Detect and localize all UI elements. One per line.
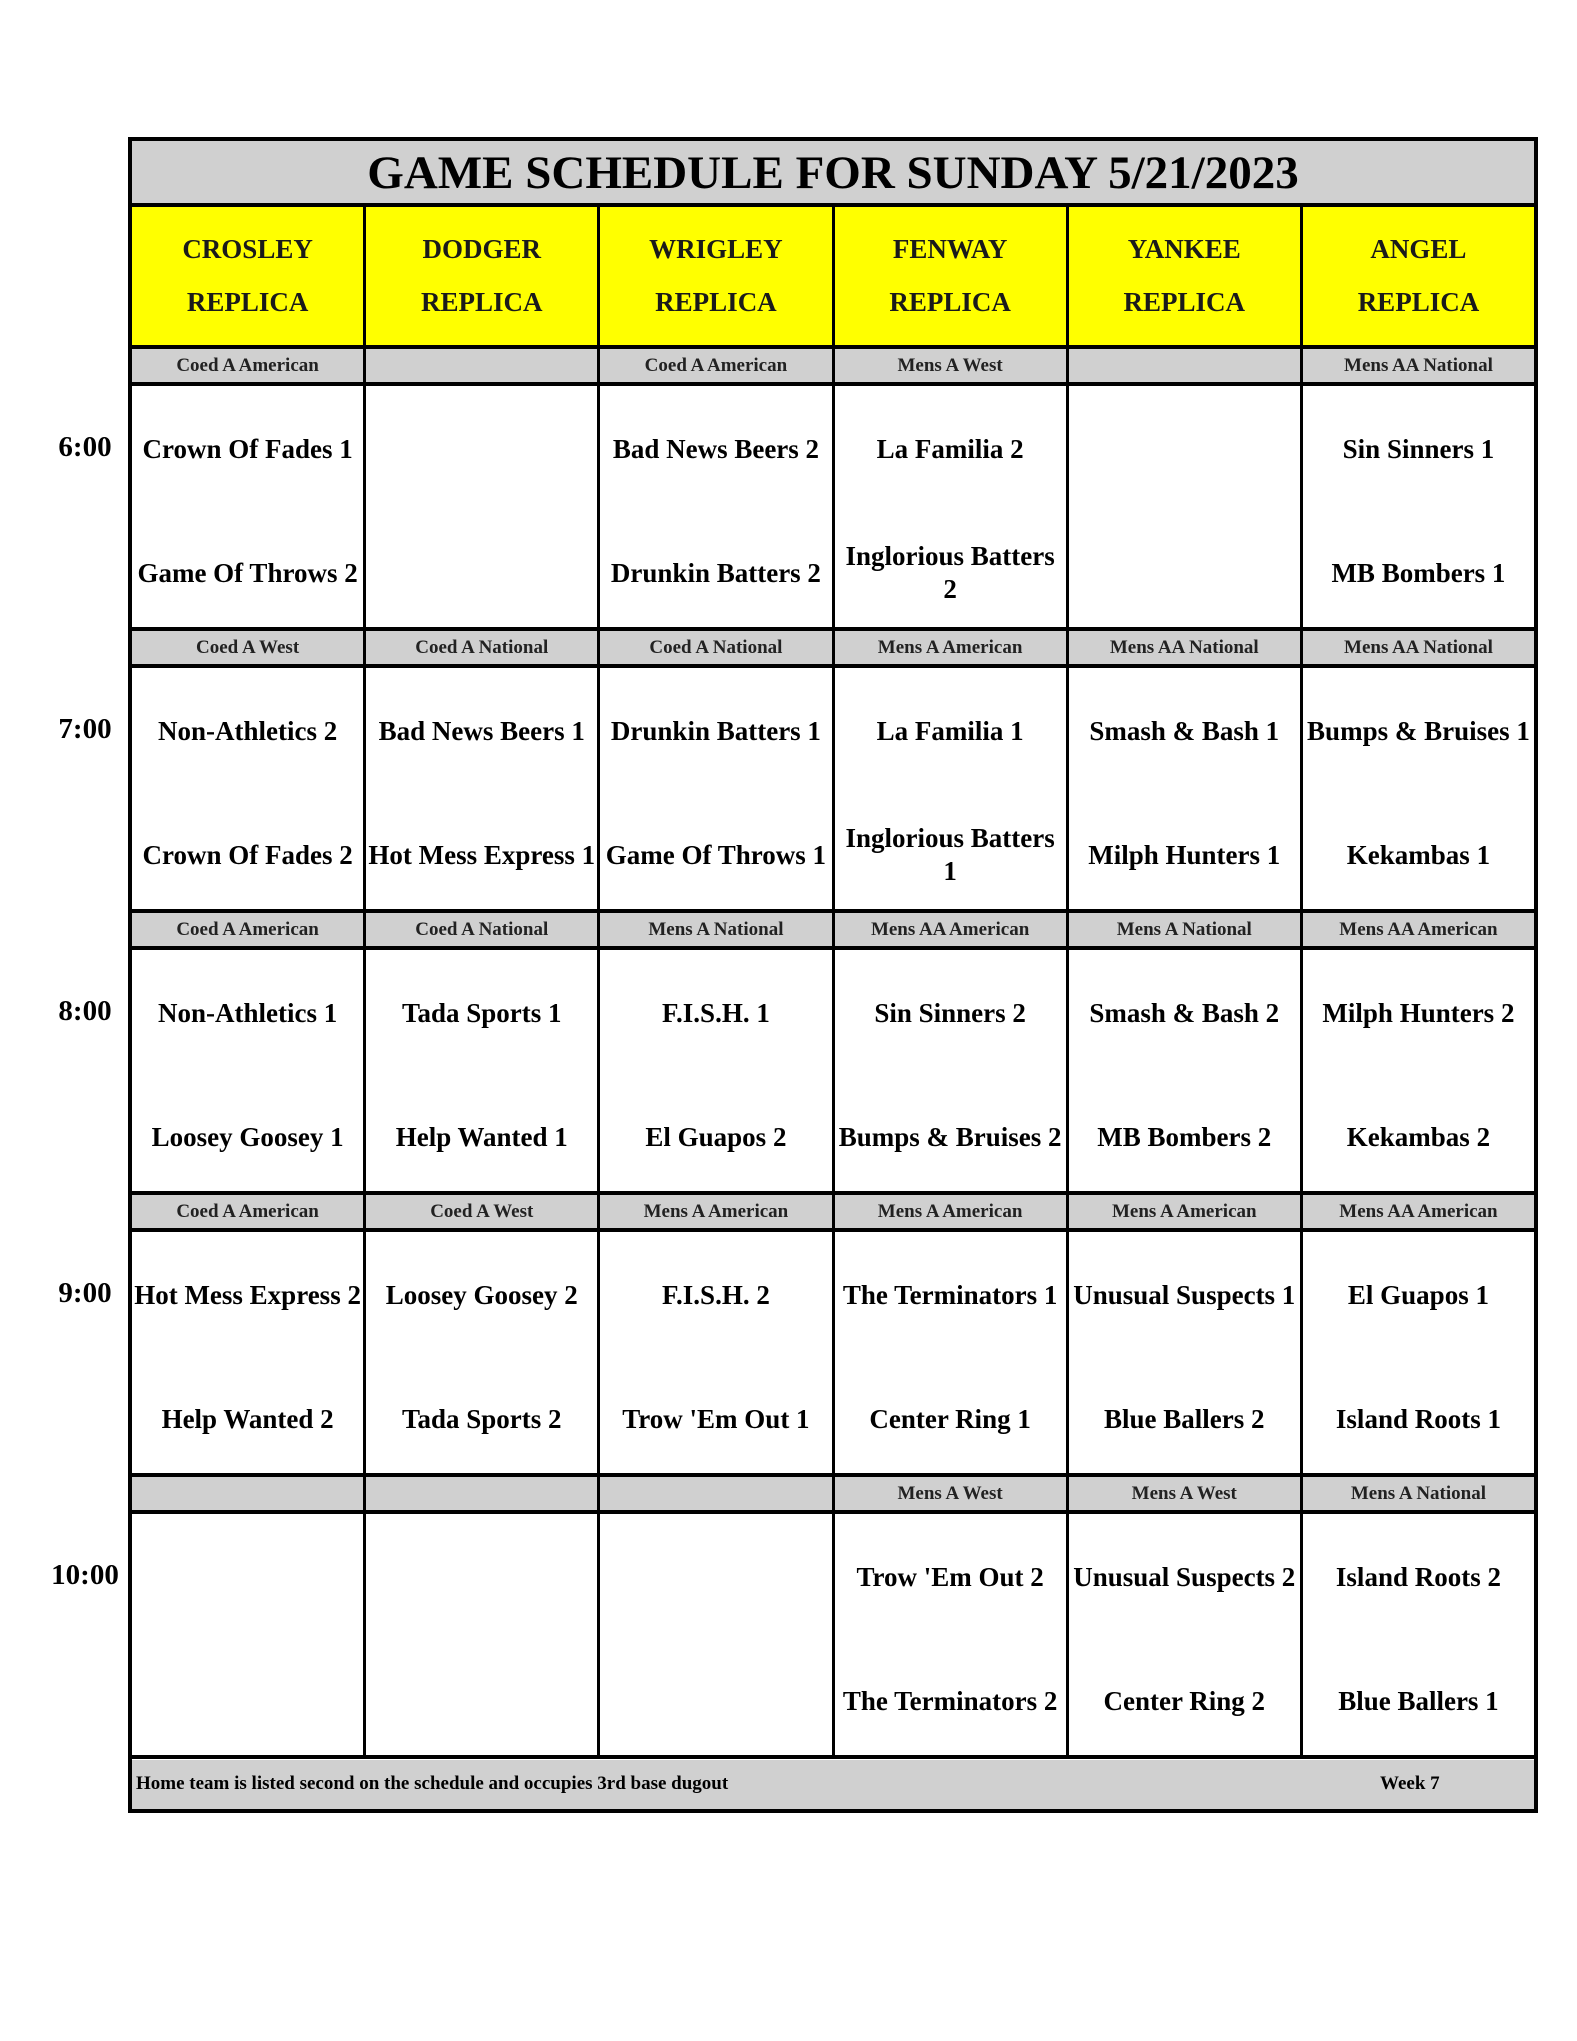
- division-label: Coed A National: [366, 913, 600, 946]
- away-team: Trow 'Em Out 2: [856, 1561, 1044, 1592]
- footer-note: Home team is listed second on the schedule and occupies 3rd base dugout: [136, 1773, 729, 1794]
- away-team: Bad News Beers 2: [612, 433, 820, 464]
- time-label-8: 8:00: [58, 995, 112, 1027]
- division-label: [366, 1477, 600, 1510]
- game-cell: [366, 950, 600, 1191]
- away-team: [1071, 414, 1298, 484]
- game-cell: [132, 668, 366, 909]
- away-team: Unusual Suspects 2: [1073, 1561, 1296, 1592]
- division-label: Mens A American: [835, 1195, 1069, 1228]
- division-label: Coed A American: [600, 349, 834, 382]
- home-team: MB Bombers 1: [1331, 557, 1506, 588]
- time-slot-block: [132, 913, 1534, 1195]
- division-row: [132, 1477, 1534, 1514]
- game-row: [132, 1514, 1534, 1759]
- game-cell: [366, 1232, 600, 1473]
- home-team: Tada Sports 2: [401, 1403, 562, 1434]
- field-name: DODGER: [422, 234, 542, 264]
- field-subtitle: REPLICA: [421, 287, 543, 317]
- division-label: Coed A National: [600, 631, 834, 664]
- game-row: [132, 950, 1534, 1195]
- division-label: Coed A American: [132, 1195, 366, 1228]
- field-subtitle: REPLICA: [1123, 287, 1246, 317]
- division-label: [132, 1477, 366, 1510]
- game-cell: [1303, 668, 1534, 909]
- time-slot-block: [132, 349, 1534, 631]
- home-team: Crown Of Fades 2: [142, 839, 353, 870]
- division-label: Mens A West: [835, 1477, 1069, 1510]
- away-team: Drunkin Batters 1: [610, 715, 821, 746]
- field-header: [835, 207, 1069, 345]
- away-team: [134, 1542, 361, 1612]
- game-cell: [600, 668, 834, 909]
- field-name: YANKEE: [1127, 234, 1241, 264]
- away-team: The Terminators 1: [842, 1279, 1058, 1310]
- game-cell: [600, 1514, 834, 1755]
- home-team: Blue Ballers 1: [1338, 1685, 1499, 1716]
- game-cell: [1303, 1514, 1534, 1755]
- home-team: El Guapos 2: [645, 1121, 787, 1152]
- away-team: La Familia 1: [876, 715, 1024, 746]
- schedule-table: [128, 137, 1538, 1813]
- away-team: [602, 1542, 829, 1612]
- away-team: Smash & Bash 1: [1089, 715, 1280, 746]
- game-cell: [366, 386, 600, 627]
- game-cell: [600, 950, 834, 1191]
- field-subtitle: REPLICA: [655, 287, 777, 317]
- week-label: Week 7: [1380, 1773, 1440, 1794]
- home-team: Help Wanted 1: [395, 1121, 568, 1152]
- time-label-6: 6:00: [58, 431, 112, 463]
- home-team: Island Roots 1: [1335, 1403, 1501, 1434]
- game-cell: [1069, 668, 1303, 909]
- division-label: Mens A American: [1069, 1195, 1303, 1228]
- away-team: Hot Mess Express 2: [134, 1279, 361, 1310]
- home-team: Bumps & Bruises 2: [838, 1121, 1062, 1152]
- field-name: CROSLEY: [182, 234, 313, 264]
- division-row: [132, 913, 1534, 950]
- division-row: [132, 349, 1534, 386]
- home-team: Inglorious Batters 1: [845, 823, 1055, 886]
- game-cell: [132, 1514, 366, 1755]
- field-name: FENWAY: [892, 234, 1008, 264]
- game-cell: [1303, 386, 1534, 627]
- division-label: Coed A American: [132, 349, 366, 382]
- time-slot-block: [132, 1195, 1534, 1477]
- home-team: Hot Mess Express 1: [368, 839, 596, 870]
- home-team: Game Of Throws 2: [137, 557, 358, 588]
- game-cell: [1069, 1232, 1303, 1473]
- home-team: The Terminators 2: [842, 1685, 1058, 1716]
- home-team: Center Ring 2: [1103, 1685, 1266, 1716]
- division-label: Mens AA National: [1303, 349, 1534, 382]
- division-row: [132, 1195, 1534, 1232]
- time-label-10: 10:00: [51, 1559, 119, 1591]
- game-cell: [366, 668, 600, 909]
- division-label: Mens A West: [835, 349, 1069, 382]
- away-team: Sin Sinners 1: [1342, 433, 1495, 464]
- away-team: El Guapos 1: [1347, 1279, 1489, 1310]
- away-team: [368, 1542, 595, 1612]
- division-label: Mens A West: [1069, 1477, 1303, 1510]
- away-team: Bad News Beers 1: [378, 715, 585, 746]
- field-header: [1069, 207, 1303, 345]
- game-cell: [132, 950, 366, 1191]
- home-team: Milph Hunters 1: [1088, 839, 1281, 870]
- game-row: [132, 1232, 1534, 1477]
- home-team: [602, 1666, 829, 1736]
- division-label: Coed A National: [366, 631, 600, 664]
- division-label: Mens A National: [1303, 1477, 1534, 1510]
- field-subtitle: REPLICA: [889, 287, 1011, 317]
- away-team: Tada Sports 1: [401, 997, 562, 1028]
- away-team: Sin Sinners 2: [874, 997, 1026, 1028]
- game-cell: [1303, 950, 1534, 1191]
- field-header: [132, 207, 366, 345]
- division-label: Mens AA American: [835, 913, 1069, 946]
- division-label: Mens AA American: [1303, 1195, 1534, 1228]
- away-team: F.I.S.H. 2: [662, 1279, 770, 1310]
- field-header: [1303, 207, 1534, 345]
- time-label-9: 9:00: [58, 1277, 112, 1309]
- home-team: [1071, 538, 1298, 608]
- game-cell: [600, 386, 834, 627]
- away-team: Non-Athletics 2: [157, 715, 338, 746]
- home-team: [368, 538, 595, 608]
- division-label: [1069, 349, 1303, 382]
- field-subtitle: REPLICA: [186, 287, 309, 317]
- field-name: WRIGLEY: [649, 234, 783, 264]
- division-label: Mens A National: [600, 913, 834, 946]
- home-team: Kekambas 2: [1346, 1121, 1491, 1152]
- away-team: Island Roots 2: [1335, 1561, 1501, 1592]
- division-label: Mens AA American: [1303, 913, 1534, 946]
- game-cell: [835, 386, 1069, 627]
- game-cell: [132, 1232, 366, 1473]
- schedule-title: GAME SCHEDULE FOR SUNDAY 5/21/2023: [132, 141, 1534, 207]
- time-slot-block: [132, 631, 1534, 913]
- home-team: Trow 'Em Out 1: [622, 1403, 810, 1434]
- division-label: [600, 1477, 834, 1510]
- division-label: Mens AA National: [1069, 631, 1303, 664]
- away-team: Loosey Goosey 2: [385, 1279, 578, 1310]
- home-team: Help Wanted 2: [161, 1403, 334, 1434]
- game-cell: [835, 1232, 1069, 1473]
- game-cell: [1069, 950, 1303, 1191]
- away-team: Smash & Bash 2: [1089, 997, 1280, 1028]
- away-team: Crown Of Fades 1: [142, 433, 353, 464]
- away-team: [368, 414, 595, 484]
- division-label: Mens A American: [600, 1195, 834, 1228]
- field-header: [366, 207, 600, 345]
- field-subtitle: REPLICA: [1357, 287, 1480, 317]
- division-label: Coed A American: [132, 913, 366, 946]
- game-cell: [835, 950, 1069, 1191]
- time-label-7: 7:00: [58, 713, 112, 745]
- home-team: Loosey Goosey 1: [151, 1121, 344, 1152]
- division-row: [132, 631, 1534, 668]
- game-cell: [1303, 1232, 1534, 1473]
- home-team: MB Bombers 2: [1097, 1121, 1272, 1152]
- time-slot-block: [132, 1477, 1534, 1759]
- away-team: Unusual Suspects 1: [1073, 1279, 1296, 1310]
- division-label: Mens A National: [1069, 913, 1303, 946]
- home-team: Blue Ballers 2: [1104, 1403, 1265, 1434]
- home-team: Inglorious Batters 2: [845, 541, 1055, 604]
- schedule-footer: [132, 1760, 1534, 1809]
- away-team: Milph Hunters 2: [1322, 997, 1515, 1028]
- home-team: [134, 1666, 361, 1736]
- game-cell: [366, 1514, 600, 1755]
- home-team: [368, 1666, 595, 1736]
- game-cell: [835, 1514, 1069, 1755]
- game-cell: [1069, 386, 1303, 627]
- division-label: [366, 349, 600, 382]
- home-team: Kekambas 1: [1346, 839, 1491, 870]
- game-cell: [1069, 1514, 1303, 1755]
- away-team: F.I.S.H. 1: [662, 997, 770, 1028]
- division-label: Mens A American: [835, 631, 1069, 664]
- away-team: Bumps & Bruises 1: [1307, 715, 1530, 746]
- field-header-row: [132, 207, 1534, 349]
- game-cell: [600, 1232, 834, 1473]
- field-name: ANGEL: [1370, 234, 1467, 264]
- home-team: Center Ring 1: [869, 1403, 1031, 1434]
- home-team: Drunkin Batters 2: [610, 557, 821, 588]
- game-row: [132, 386, 1534, 631]
- game-cell: [132, 386, 366, 627]
- game-cell: [835, 668, 1069, 909]
- field-header: [600, 207, 834, 345]
- division-label: Mens AA National: [1303, 631, 1534, 664]
- game-row: [132, 668, 1534, 913]
- division-label: Coed A West: [132, 631, 366, 664]
- home-team: Game Of Throws 1: [605, 839, 827, 870]
- division-label: Coed A West: [366, 1195, 600, 1228]
- away-team: Non-Athletics 1: [157, 997, 338, 1028]
- away-team: La Familia 2: [876, 433, 1024, 464]
